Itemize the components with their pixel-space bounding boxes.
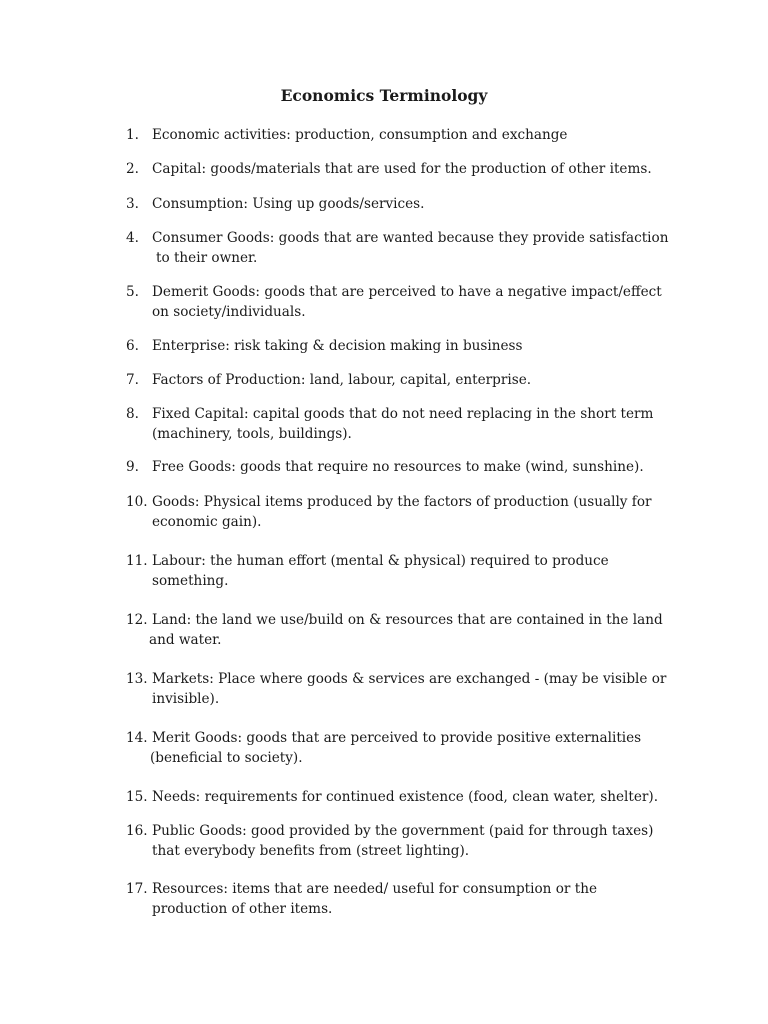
term-number: 15. [126,789,148,805]
document-title: Economics Terminology [280,86,488,105]
term-text: Goods: Physical items produced by the factors of production (usually for [152,494,652,510]
term-text-continued: that everybody benefits from (street lighting). [152,842,470,859]
term-number: 3. [126,196,139,212]
term-number: 14. [126,730,148,746]
term-text-continued: and water. [149,631,222,648]
term-item [126,493,686,532]
term-text: Factors of Production: land, labour, capital, enterprise. [152,372,532,388]
term-text-continued: to their owner. [156,249,258,266]
term-number: 2. [126,161,139,177]
term-text-continued: on society/individuals. [152,303,306,320]
term-text: Free Goods: goods that require no resources to make (wind, sunshine). [152,459,644,475]
term-number: 9. [126,459,139,475]
term-item [126,283,686,322]
term-text: Public Goods: good provided by the government (paid for through taxes) [152,823,654,839]
term-text-continued: production of other items. [152,900,333,917]
term-number: 11. [126,553,148,569]
term-text: Resources: items that are needed/ useful for consumption or the [152,881,598,897]
term-item [126,160,686,180]
term-item [126,229,686,268]
term-number: 7. [126,372,139,388]
term-text: Consumption: Using up goods/services. [152,196,425,212]
term-item [126,458,686,478]
term-item [126,195,686,215]
term-text-continued: something. [152,572,229,589]
term-item [126,788,686,808]
term-item [126,552,686,591]
term-text: Demerit Goods: goods that are perceived to have a negative impact/effect [152,284,662,300]
term-text: Markets: Place where goods & services are exchanged - (may be visible or [152,671,667,687]
term-item [126,729,686,768]
term-text-continued: invisible). [152,690,220,707]
term-number: 13. [126,671,148,687]
term-item [126,880,686,919]
term-item [126,337,686,357]
term-item [126,405,686,444]
term-text: Land: the land we use/build on & resources that are contained in the land [152,612,663,628]
term-number: 10. [126,494,148,510]
term-text: Enterprise: risk taking & decision making in business [152,338,523,354]
term-text-continued: (machinery, tools, buildings). [152,425,352,442]
term-text-continued: economic gain). [152,513,262,530]
term-text: Fixed Capital: capital goods that do not need replacing in the short term [152,406,654,422]
term-number: 8. [126,406,139,422]
term-item [126,371,686,391]
term-text: Consumer Goods: goods that are wanted because they provide satisfaction [152,230,669,246]
term-number: 4. [126,230,139,246]
term-number: 6. [126,338,139,354]
term-text: Economic activities: production, consumption and exchange [152,127,568,143]
term-item [126,670,686,709]
term-text: Labour: the human effort (mental & physical) required to produce [152,553,609,569]
term-number: 17. [126,881,148,897]
term-number: 12. [126,612,148,628]
term-number: 5. [126,284,139,300]
term-number: 1. [126,127,139,143]
term-text: Needs: requirements for continued existence (food, clean water, shelter). [152,789,659,805]
term-item [126,822,686,861]
term-text: Capital: goods/materials that are used for the production of other items. [152,161,652,177]
term-text: Merit Goods: goods that are perceived to provide positive externalities [152,730,642,746]
term-item [126,126,686,146]
term-item [126,611,686,650]
term-text-continued: (beneficial to society). [150,749,303,766]
term-number: 16. [126,823,148,839]
